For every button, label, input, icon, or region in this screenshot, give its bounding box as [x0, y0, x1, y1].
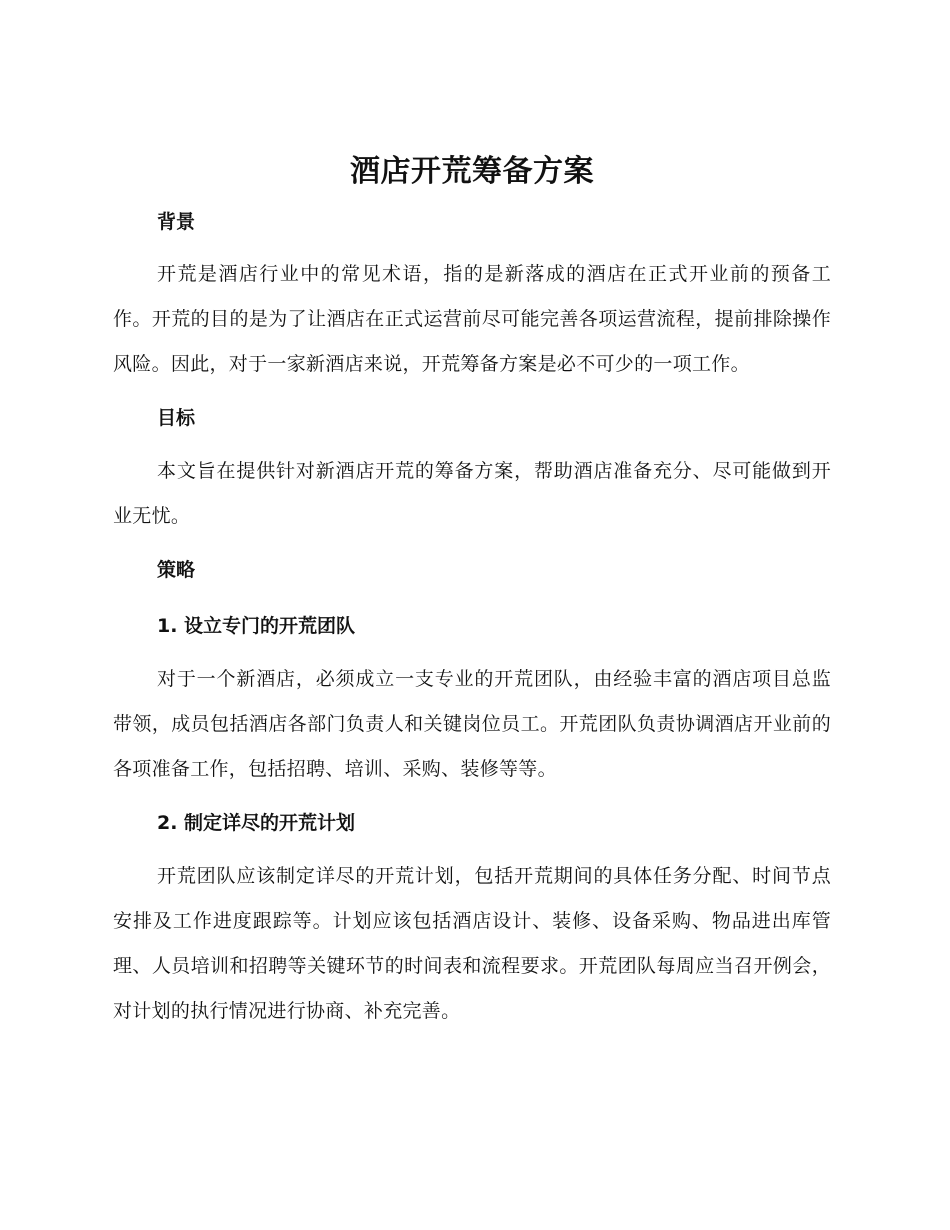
document-title: 酒店开荒筹备方案: [350, 154, 594, 189]
paragraph-background: 开荒是酒店行业中的常见术语，指的是新落成的酒店在正式开业前的预备工作。开荒的目的是为了让酒店在正式运营前尽可能完善各项运营流程，提前排除操作风险。因此，对于一家新酒店来说，开荒筹备方案是必不可少的一项工作。: [113, 263, 831, 375]
section-heading-strategy: 策略: [157, 559, 196, 581]
document-page: [113, 146, 831, 1034]
subsection-heading-plan: 2. 制定详尽的开荒计划: [157, 812, 356, 834]
paragraph-team: 对于一个新酒店，必须成立一支专业的开荒团队，由经验丰富的酒店项目总监带领，成员包括酒店各部门负责人和关键岗位员工。开荒团队负责协调酒店开业前的各项准备工作，包括招聘、培训、采购、装修等等。: [113, 668, 831, 780]
section-heading-background: 背景: [157, 211, 196, 233]
subsection-heading-team: 1. 设立专门的开荒团队: [157, 615, 356, 637]
section-heading-goal: 目标: [157, 407, 196, 429]
paragraph-plan: 开荒团队应该制定详尽的开荒计划，包括开荒期间的具体任务分配、时间节点安排及工作进度跟踪等。计划应该包括酒店设计、装修、设备采购、物品进出库管理、人员培训和招聘等关键环节的时间表和流程要求。开荒团队每周应当召开例会，对计划的执行情况进行协商、补充完善。: [113, 865, 831, 1022]
paragraph-goal: 本文旨在提供针对新酒店开荒的筹备方案，帮助酒店准备充分、尽可能做到开业无忧。: [113, 460, 831, 527]
